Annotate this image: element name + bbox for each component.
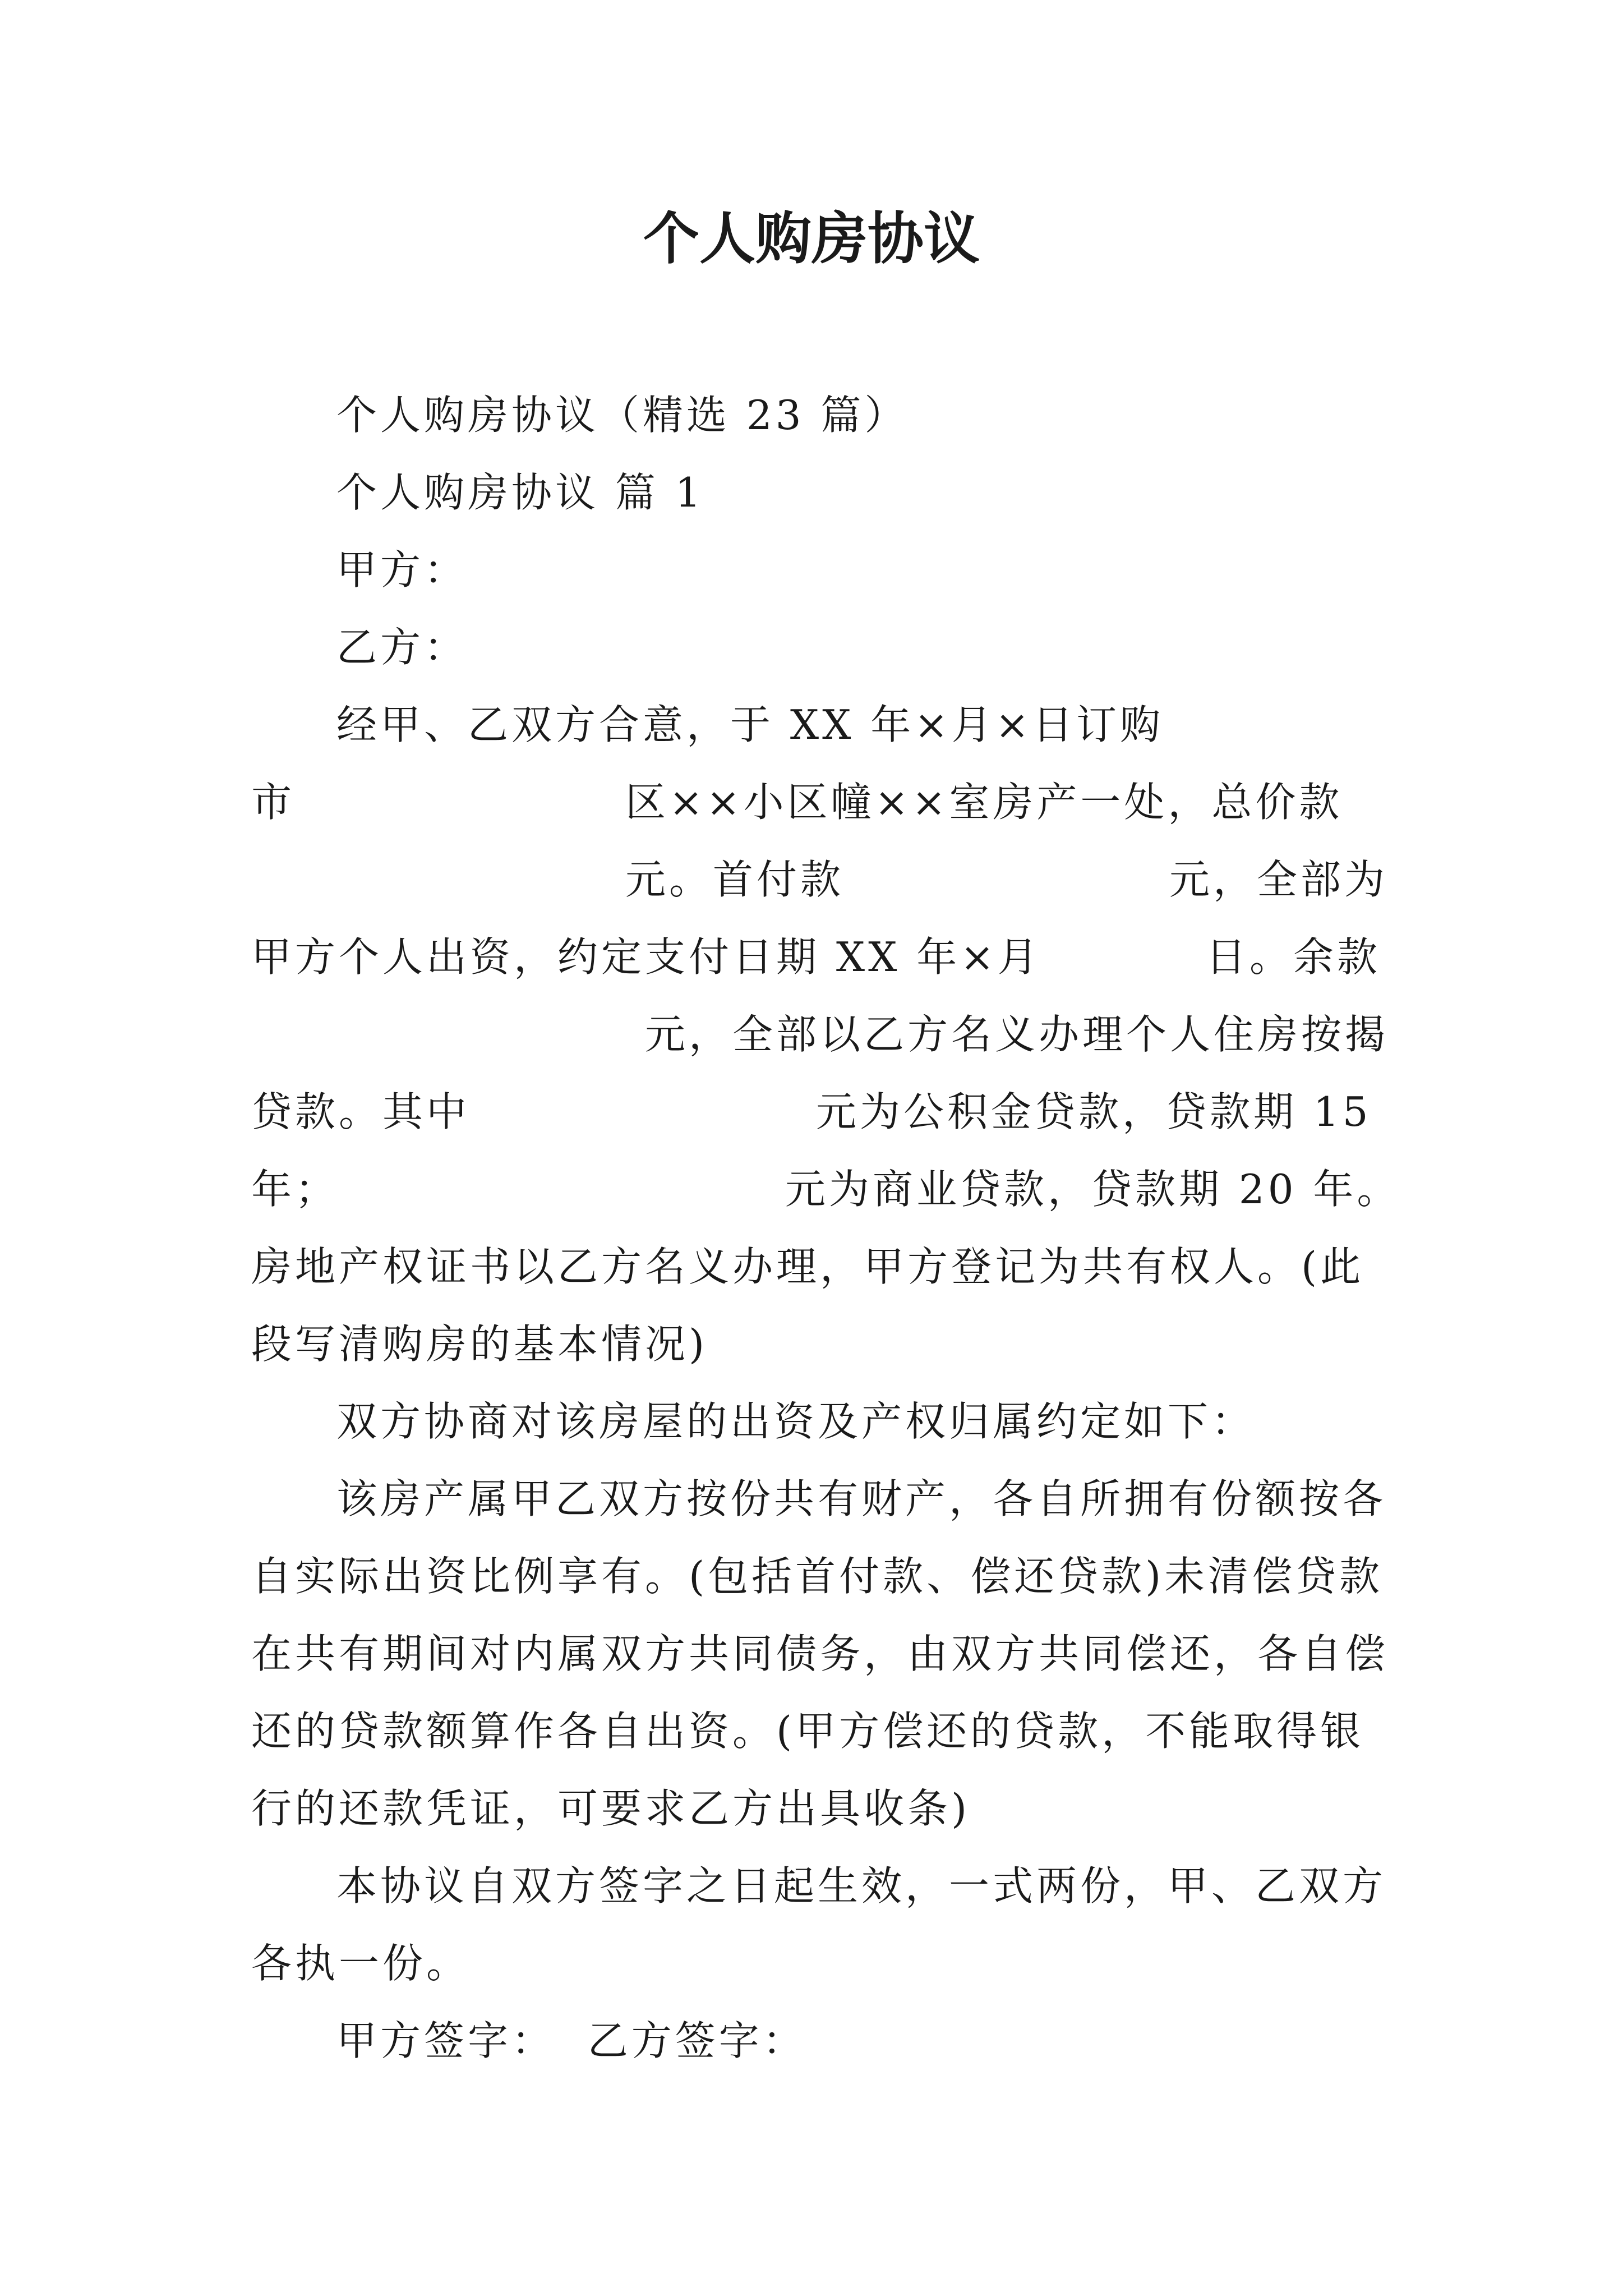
para1-line8: 房地产权证书以乙方名义办理，甲方登记为共有权人。(此 bbox=[251, 1243, 1364, 1290]
heading-collection: 个人购房协议（精选 23 篇） bbox=[336, 392, 909, 439]
para3-line1: 该房产属甲乙双方按份共有财产，各自所拥有份额按各 bbox=[336, 1475, 1387, 1522]
para1-line5: 元，全部以乙方名义办理个人住房按揭 bbox=[645, 1011, 1389, 1058]
para1-line4-remaining: 日。余款 bbox=[1206, 933, 1381, 981]
para1-line4-date: 甲方个人出资，约定支付日期 XX 年×月 bbox=[251, 933, 1041, 981]
para1-line9: 段写清购房的基本情况) bbox=[251, 1320, 708, 1368]
para4-line2: 各执一份。 bbox=[251, 1940, 471, 1987]
document-title: 个人购房协议 bbox=[643, 205, 980, 272]
para1-line6-loan: 贷款。其中 bbox=[251, 1088, 471, 1135]
signature-line: 甲方签字： 乙方签字： bbox=[336, 2017, 806, 2064]
para1-line3-downpayment: 元。首付款 bbox=[625, 856, 845, 903]
para3-line3: 在共有期间对内属双方共同债务，由双方共同偿还，各自偿 bbox=[251, 1630, 1389, 1677]
para3-line4: 还的贷款额算作各自出资。(甲方偿还的贷款，不能取得银 bbox=[251, 1708, 1364, 1755]
para3-line5: 行的还款凭证，可要求乙方出具收条) bbox=[251, 1785, 971, 1832]
para1-line6-fund: 元为公积金贷款，贷款期 15 bbox=[816, 1088, 1372, 1135]
para2: 双方协商对该房屋的出资及产权归属约定如下： bbox=[336, 1398, 1256, 1445]
para1-line2-district: 区××小区幢××室房产一处，总价款 bbox=[625, 779, 1343, 826]
para1-line2-city: 市 bbox=[251, 779, 296, 826]
para4-line1: 本协议自双方签字之日起生效，一式两份，甲、乙双方 bbox=[336, 1862, 1387, 1910]
para1-line7-year: 年； bbox=[251, 1166, 339, 1213]
para1-line1: 经甲、乙双方合意，于 XX 年×月×日订购 bbox=[336, 701, 1164, 748]
para1-line3-all: 元，全部为 bbox=[1169, 856, 1389, 903]
heading-article: 个人购房协议 篇 1 bbox=[336, 469, 704, 516]
para3-line2: 自实际出资比例享有。(包括首付款、偿还贷款)未清偿贷款 bbox=[251, 1553, 1384, 1600]
para1-line7-commercial: 元为商业贷款，贷款期 20 年。 bbox=[785, 1166, 1401, 1213]
party-a-label: 甲方： bbox=[336, 546, 468, 593]
party-b-label: 乙方： bbox=[336, 624, 468, 671]
